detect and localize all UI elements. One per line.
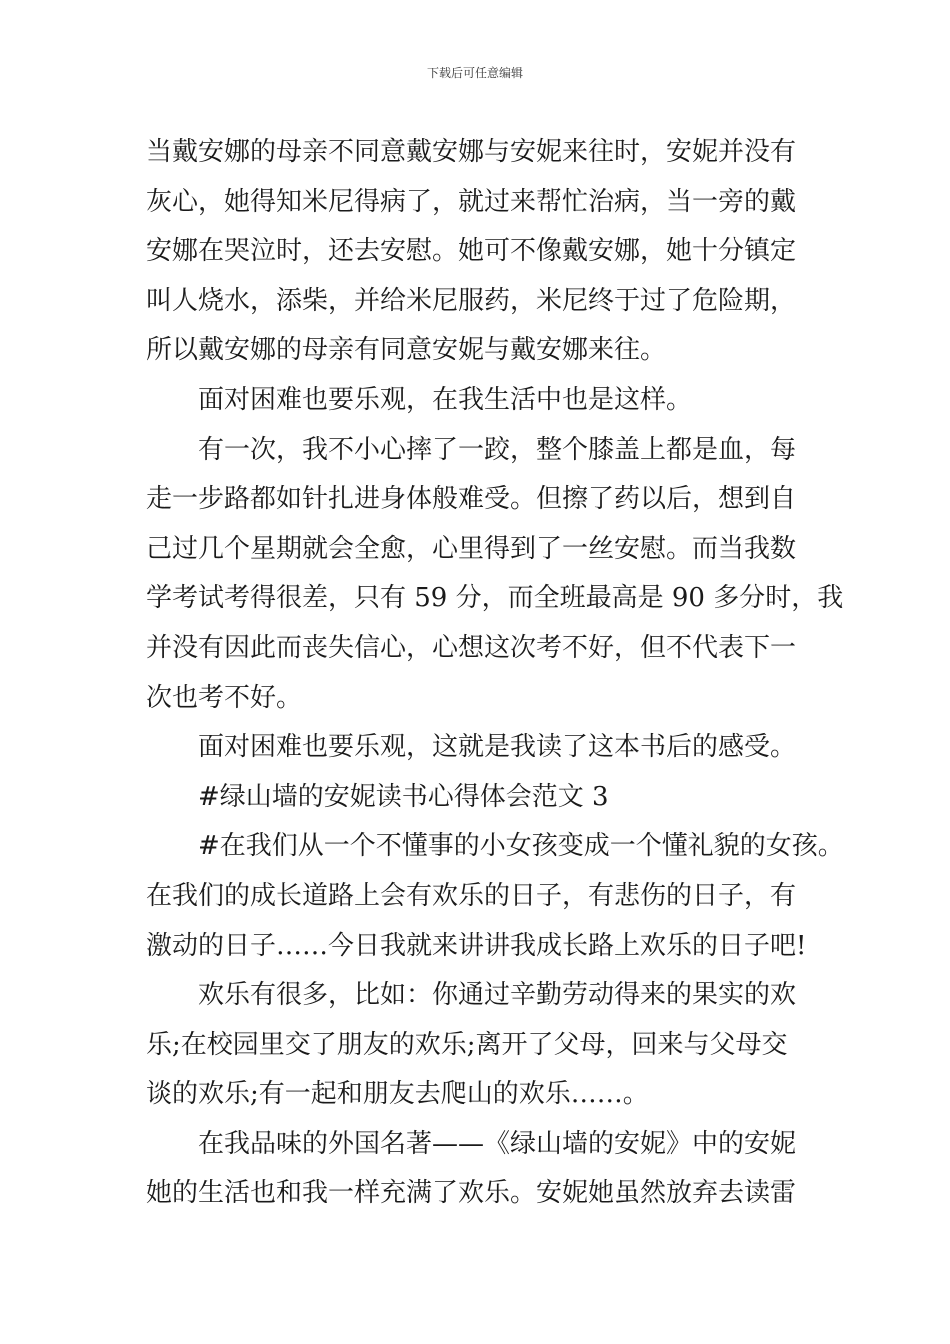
text-line: 在我们的成长道路上会有欢乐的日子，有悲伤的日子，有 — [146, 880, 797, 911]
text-line: 她的生活也和我一样充满了欢乐。安妮她虽然放弃去读雷 — [146, 1178, 797, 1209]
paragraph-start-line: 面对困难也要乐观，这就是我读了这本书后的感受。 — [198, 732, 797, 763]
text-line: 谈的欢乐;有一起和朋友去爬山的欢乐……。 — [146, 1079, 649, 1110]
document-body — [146, 128, 844, 1219]
paragraph-start-line: 面对困难也要乐观，在我生活中也是这样。 — [198, 384, 693, 415]
section-heading: #绿山墙的安妮读书心得体会范文 3 — [198, 781, 609, 812]
text-line: 灰心，她得知米尼得病了，就过来帮忙治病，当一旁的戴 — [146, 186, 797, 217]
page-header: 下载后可任意编辑 — [426, 66, 523, 80]
text-line: 并没有因此而丧失信心，心想这次考不好，但不代表下一 — [146, 632, 797, 663]
paragraph-start-line: 在我品味的外国名著——《绿山墙的安妮》中的安妮 — [198, 1128, 797, 1159]
paragraph-start-line: #在我们从一个不懂事的小女孩变成一个懂礼貌的女孩。 — [198, 831, 844, 862]
text-line: 学考试考得很差，只有 59 分，而全班最高是 90 多分时，我 — [146, 583, 844, 614]
text-line: 次也考不好。 — [146, 682, 303, 713]
text-line: 激动的日子……今日我就来讲讲我成长路上欢乐的日子吧! — [146, 930, 807, 961]
paragraph-start-line: 欢乐有很多，比如：你通过辛勤劳动得来的果实的欢 — [198, 980, 797, 1011]
text-line: 己过几个星期就会全愈，心里得到了一丝安慰。而当我数 — [146, 533, 797, 564]
text-line: 所以戴安娜的母亲有同意安妮与戴安娜来往。 — [146, 335, 667, 366]
text-line: 安娜在哭泣时，还去安慰。她可不像戴安娜，她十分镇定 — [146, 236, 797, 267]
text-line: 当戴安娜的母亲不同意戴安娜与安妮来往时，安妮并没有 — [146, 137, 797, 167]
paragraph-start-line: 有一次，我不小心摔了一跤，整个膝盖上都是血，每 — [198, 434, 797, 465]
text-line: 走一步路都如针扎进身体般难受。但擦了药以后，想到自 — [146, 484, 797, 515]
text-line: 叫人烧水，添柴，并给米尼服药，米尼终于过了危险期， — [146, 285, 797, 316]
text-line: 乐;在校园里交了朋友的欢乐;离开了父母，回来与父母交 — [146, 1029, 788, 1060]
